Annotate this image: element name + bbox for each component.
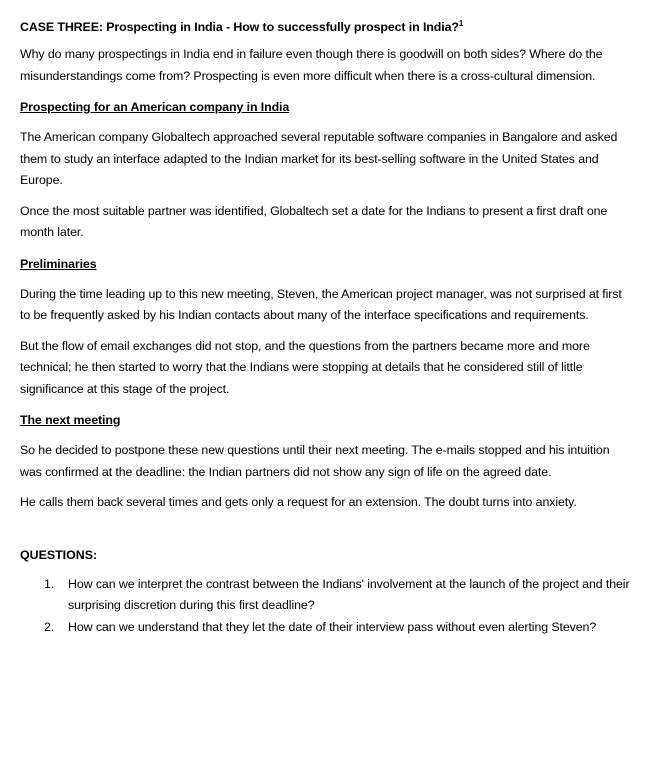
list-item — [20, 574, 632, 617]
title-text: CASE THREE: Prospecting in India - How to successfully prospect in India? — [20, 20, 459, 34]
section-paragraph: He calls them back several times and gets only a request for an extension. The doubt turns into anxiety. — [20, 495, 577, 509]
questions-heading: QUESTIONS: — [20, 547, 98, 562]
section-paragraph: So he decided to postpone these new questions until their next meeting. The e-mails stopped and his intuition was confirmed at the deadline: the Indian partners did not show any sign of life on the agreed date. — [20, 443, 610, 479]
document-title — [20, 16, 632, 38]
section-paragraph: But the flow of email exchanges did not stop, and the questions from the partners became more and more technical; he then started to worry that the Indians were stopping at details that he considered still of little significance at this stage of the project. — [20, 338, 590, 396]
section-paragraph: The American company Globaltech approached several reputable software companies in Bangalore and asked them to study an interface adapted to the Indian market for its best-selling software in the United States and Europe. — [20, 130, 618, 187]
questions-list — [20, 574, 632, 639]
intro-paragraph: Why do many prospectings in India end in failure even though there is goodwill on both sides? Where do the misunderstandings come from? Prospecting is even more difficult when there is a cross-cultural dimension. — [20, 47, 603, 83]
section-paragraph: During the time leading up to this new meeting, Steven, the American project manager, was not surprised at first to be frequently asked by his Indian contacts about many of the interface specifications and requirements. — [20, 286, 622, 322]
section-heading-next-meeting: The next meeting — [20, 413, 121, 427]
question-number: 2. — [44, 619, 55, 634]
document-page — [20, 16, 632, 638]
section-heading-prospecting: Prospecting for an American company in India — [20, 100, 290, 114]
section-paragraph: Once the most suitable partner was identified, Globaltech set a date for the Indians to present a first draft one month later. — [20, 203, 608, 239]
question-text: How can we interpret the contrast between the Indians' involvement at the launch of the project and their surprising discretion during this first deadline? — [68, 576, 630, 612]
section-heading-preliminaries: Preliminaries — [20, 256, 97, 271]
footnote-mark[interactable]: 1 — [458, 18, 464, 28]
question-number: 1. — [44, 576, 55, 591]
list-item — [20, 617, 632, 639]
question-text: How can we understand that they let the date of their interview pass without even alerting Steven? — [68, 619, 597, 634]
